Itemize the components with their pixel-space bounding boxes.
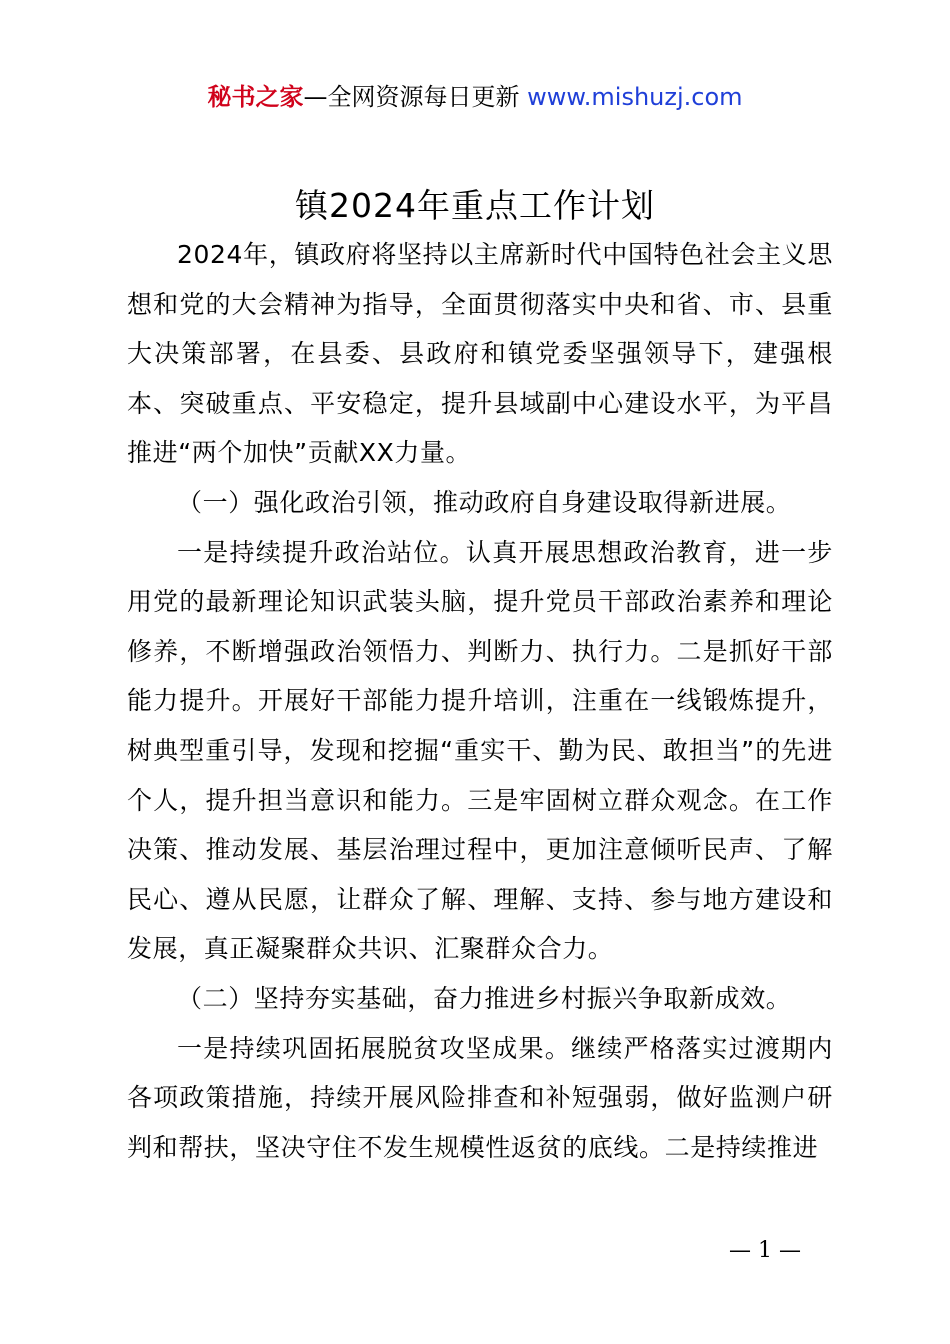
page-number: — 1 — bbox=[729, 1238, 801, 1263]
section-2-paragraph: 一是持续巩固拓展脱贫攻坚成果。继续严格落实过渡期内各项政策措施，持续开展风险排查和补短强弱，做好监测户研判和帮扶，坚决守住不发生规模性返贫的底线。二是持续推进 bbox=[127, 1033, 833, 1162]
header-tagline: —全网资源每日更新 bbox=[303, 83, 520, 111]
intro-paragraph: 2024年，镇政府将坚持以主席新时代中国特色社会主义思想和党的大会精神为指导，全面贯彻落实中央和省、市、县重大决策部署，在县委、县政府和镇党委坚强领导下，建强根本、突破重点、平安稳定，提升县域副中心建设水平，为平昌推进“两个加快”贡献XX力量。 bbox=[127, 240, 833, 468]
section-1-paragraph: 一是持续提升政治站位。认真开展思想政治教育，进一步用党的最新理论知识武装头脑，提升党员干部政治素养和理论修养，不断增强政治领悟力、判断力、执行力。二是抓好干部能力提升。开展好干部能力提升培训，注重在一线锻炼提升，树典型重引导，发现和挖掘“重实干、勤为民、敢担当”的先进个人，提升担当意识和能力。三是牢固树立群众观念。在工作决策、推动发展、基层治理过程中，更加注意倾听民声、了解民心、遵从民愿，让群众了解、理解、支持、参与地方建设和发展，真正凝聚群众共识、汇聚群众合力。 bbox=[127, 537, 833, 964]
brand-name: 秘书之家 bbox=[207, 83, 304, 111]
section-heading-2: （二）坚持夯实基础，奋力推进乡村振兴争取新成效。 bbox=[177, 983, 792, 1013]
document-title: 镇2024年重点工作计划 bbox=[295, 186, 655, 225]
section-heading-1: （一）强化政治引领，推动政府自身建设取得新进展。 bbox=[177, 487, 792, 517]
document-body bbox=[127, 230, 833, 1172]
site-url-link[interactable]: www.mishuzj.com bbox=[527, 83, 743, 111]
site-header bbox=[0, 80, 950, 114]
